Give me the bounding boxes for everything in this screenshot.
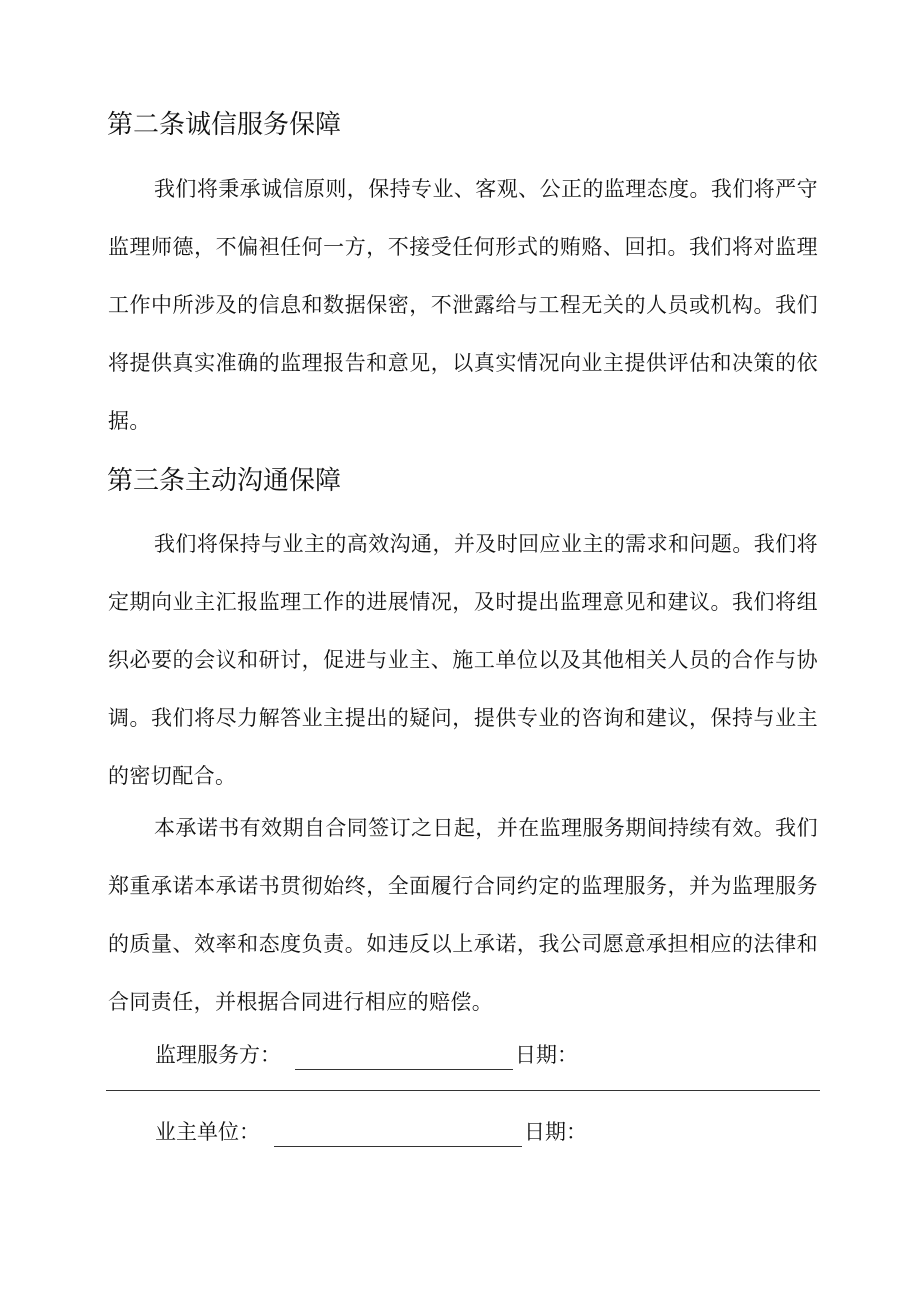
owner-signature-blank[interactable] [274,1124,522,1147]
provider-signature-blank[interactable] [295,1047,513,1070]
horizontal-divider [106,1090,820,1091]
provider-date-label: 日期： [515,1043,578,1067]
section-3-paragraph: 我们将保持与业主的高效沟通，并及时回应业主的需求和问题。我们将定期向业主汇报监理工作的进展情况，及时提出监理意见和建议。我们将组织必要的会议和研讨，促进与业主、施工单位以及其他相关人员的合作与协调。我们将尽力解答业主提出的疑问，提供专业的咨询和建议，保持与业主的密切配合。 [108,532,818,788]
section-3-title: 第三条主动沟通保障 [107,466,342,496]
owner-signature-line [155,1117,587,1147]
provider-signature-line [155,1040,578,1070]
owner-date-label: 日期： [524,1120,587,1144]
closing-paragraph: 本承诺书有效期自合同签订之日起，并在监理服务期间持续有效。我们郑重承诺本承诺书贯彻始终，全面履行合同约定的监理服务，并为监理服务的质量、效率和态度负责。如违反以上承诺，我公司愿意承担相应的法律和合同责任，并根据合同进行相应的赔偿。 [108,816,818,1014]
section-2-paragraph: 我们将秉承诚信原则，保持专业、客观、公正的监理态度。我们将严守监理师德，不偏袒任何一方，不接受任何形式的贿赂、回扣。我们将对监理工作中所涉及的信息和数据保密，不泄露给与工程无关的人员或机构。我们将提供真实准确的监理报告和意见，以真实情况向业主提供评估和决策的依据。 [108,177,818,433]
provider-label: 监理服务方： [155,1043,281,1067]
owner-label: 业主单位： [155,1120,260,1144]
section-2-title: 第二条诚信服务保障 [107,110,342,140]
